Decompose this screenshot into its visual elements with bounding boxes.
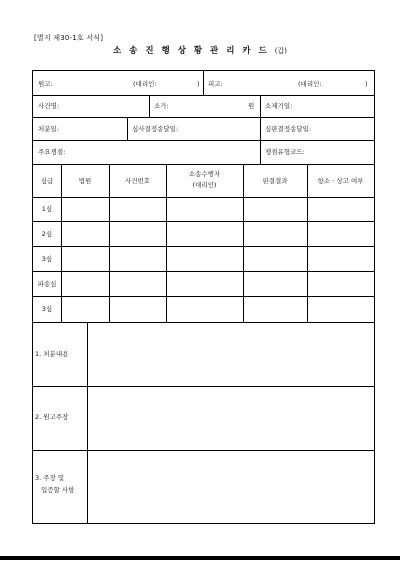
plaintiff-label: 원고: — [38, 80, 53, 88]
row-divider — [33, 164, 374, 165]
trial-decision-date-label: 심판결정송달일: — [265, 125, 312, 133]
col-header-litigant-agent: (대리인) — [192, 181, 217, 189]
col-divider — [260, 95, 261, 117]
row-divider — [33, 386, 374, 387]
col-divider — [260, 117, 261, 140]
defendant-agent-label: (대리인: — [298, 80, 322, 88]
col-header-appeal: 항소ㆍ상고 여부 — [317, 177, 364, 185]
row-label-instance: 2심 — [41, 230, 53, 238]
col-header-case-no: 사건번호 — [124, 177, 151, 185]
title-text: 소 송 진 행 상 황 관 리 카 드 — [113, 46, 270, 56]
col-divider — [260, 140, 261, 164]
col-divider — [149, 95, 150, 117]
case-name-label: 사건명: — [38, 102, 60, 110]
col-divider — [61, 164, 62, 322]
row-divider — [33, 296, 374, 297]
section-proof-label-line2: 입증할 사항 — [41, 486, 75, 494]
form-table — [32, 70, 375, 524]
col-divider — [109, 164, 110, 322]
defendant-label: 피고: — [208, 80, 223, 88]
col-divider — [203, 71, 204, 95]
issue-code-label: 쟁점유형코드: — [265, 148, 305, 156]
col-divider — [127, 117, 128, 140]
section-plaintiff-claim-label: 2. 원고주장 — [35, 413, 69, 421]
main-issue-label: 주요쟁점: — [38, 148, 66, 156]
section-disposition-label: 1. 처분내용 — [35, 350, 69, 358]
row-label-instance: 파송심 — [37, 280, 57, 288]
filing-date-label: 소제기일: — [265, 102, 293, 110]
col-header-litigant: 소송수행자 — [188, 170, 221, 178]
row-divider — [33, 117, 374, 118]
col-header-result: 판결결과 — [262, 177, 288, 185]
plaintiff-agent-label: (대리인: — [133, 80, 157, 88]
page-bottom-bar — [0, 556, 400, 560]
col-divider — [243, 164, 244, 322]
row-divider — [33, 271, 374, 272]
form-id: [별지 제30-1호 서식] — [34, 34, 104, 42]
defendant-agent-close: ) — [365, 80, 368, 88]
document-title — [0, 44, 400, 56]
col-divider — [307, 164, 308, 322]
row-divider — [33, 322, 374, 323]
row-divider — [33, 140, 374, 141]
won-unit: 원 — [248, 102, 255, 110]
row-divider — [33, 197, 374, 198]
col-divider — [87, 322, 88, 524]
disposition-date-label: 처분일: — [38, 125, 60, 133]
section-proof-label: 3. 주장 및 — [35, 474, 65, 482]
row-divider — [33, 246, 374, 247]
row-label-instance: 3심 — [41, 305, 53, 313]
review-decision-date-label: 심사결정송달일: — [132, 125, 179, 133]
row-divider — [33, 95, 374, 96]
col-header-court: 법원 — [78, 177, 92, 185]
claim-value-label: 소가: — [154, 102, 169, 110]
row-label-instance: 3심 — [41, 255, 53, 263]
row-divider — [33, 450, 374, 451]
col-header-instance: 심급 — [40, 177, 54, 185]
title-suffix: (갑) — [274, 47, 287, 55]
row-label-instance: 1심 — [41, 205, 53, 213]
plaintiff-agent-close: ) — [197, 80, 200, 88]
row-divider — [33, 221, 374, 222]
